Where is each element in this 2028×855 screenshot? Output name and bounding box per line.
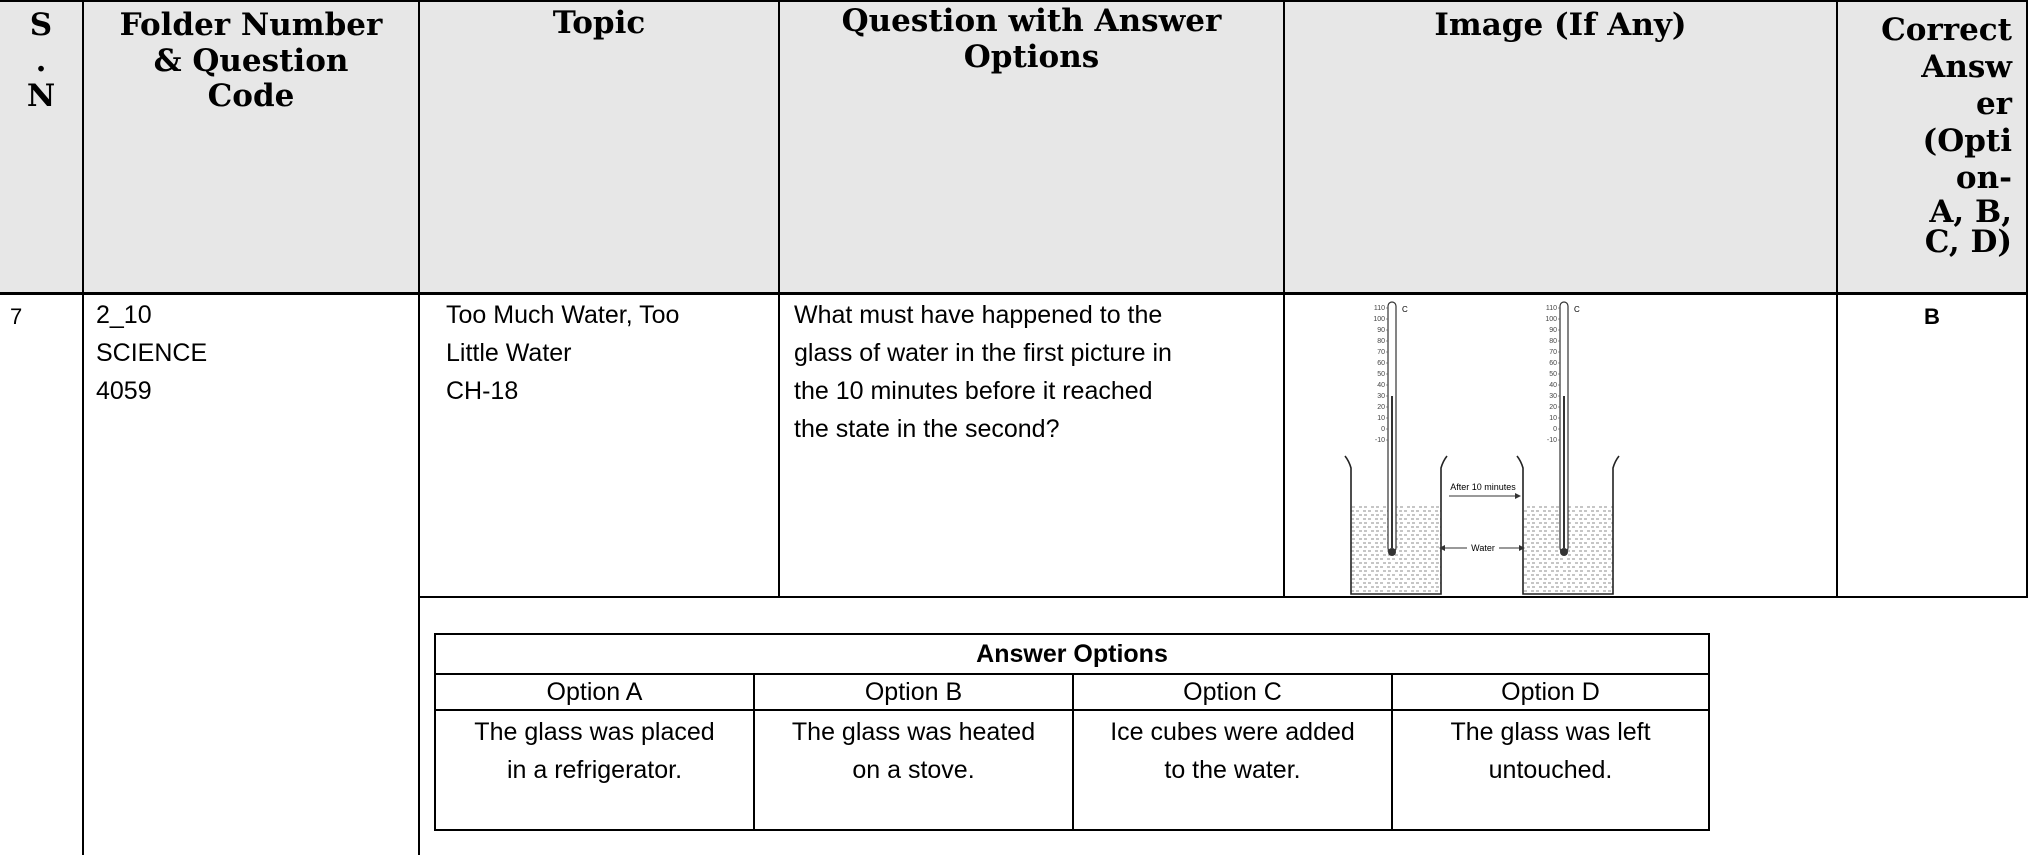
header-question-line: Question with Answer xyxy=(841,3,1222,39)
question-code: 4059 xyxy=(96,377,152,405)
scale-tick-label: 10 xyxy=(1549,415,1557,422)
header-image-text: Image (If Any) xyxy=(1434,7,1687,43)
option-d-text xyxy=(1393,711,1708,789)
header-correct-answer xyxy=(1838,12,2026,260)
scale-tick-label: 110 xyxy=(1373,305,1385,312)
option-c-text-line: Ice cubes were added xyxy=(1110,718,1355,746)
chapter-code: CH-18 xyxy=(446,377,519,405)
left-temperature-scale xyxy=(1373,305,1388,444)
question-line: What must have happened to the xyxy=(794,301,1163,329)
header-correct-line: A, B, xyxy=(1929,194,2012,230)
scale-tick-label: 50 xyxy=(1377,371,1385,378)
question-line: the 10 minutes before it reached xyxy=(794,377,1153,405)
option-a-text xyxy=(436,711,753,789)
thermometer-beaker-diagram xyxy=(1335,296,1625,600)
column-divider-4 xyxy=(1283,0,1285,598)
scale-tick-label: 70 xyxy=(1549,349,1557,356)
header-topic xyxy=(420,6,778,42)
scale-tick-label: 100 xyxy=(1545,316,1557,323)
scale-tick-label: 0 xyxy=(1381,426,1385,433)
arrow-label: After 10 minutes xyxy=(1450,482,1516,492)
option-d-label: Option D xyxy=(1393,675,1708,711)
header-image xyxy=(1285,8,1836,44)
option-d-text-line: untouched. xyxy=(1488,756,1613,784)
option-a-text-line: in a refrigerator. xyxy=(506,756,683,784)
header-correct-line: on- xyxy=(1955,160,2012,196)
header-folder-line: & Question xyxy=(153,42,349,79)
header-sn-line: S xyxy=(29,7,53,43)
right-unit-label: C xyxy=(1574,305,1580,314)
header-correct-line: Answ xyxy=(1921,49,2012,85)
scale-tick-label: 70 xyxy=(1377,349,1385,356)
row-question xyxy=(794,296,1172,448)
scale-tick-label: 90 xyxy=(1377,327,1385,334)
scale-tick-label: 60 xyxy=(1377,360,1385,367)
folder-number: 2_10 xyxy=(96,301,152,329)
water-label: Water xyxy=(1471,543,1495,553)
topic-line: Too Much Water, Too xyxy=(446,301,680,329)
option-b-column xyxy=(755,675,1074,829)
header-folder-line: Code xyxy=(207,78,295,115)
header-folder-line: Folder Number xyxy=(119,7,383,43)
row-serial-number: 7 xyxy=(10,304,23,329)
scale-tick-label: 50 xyxy=(1549,371,1557,378)
scale-tick-label: 30 xyxy=(1549,393,1557,400)
option-b-text xyxy=(755,711,1072,789)
option-a-label: Option A xyxy=(436,675,753,711)
header-question xyxy=(780,4,1283,75)
header-sn-line: . xyxy=(35,42,47,79)
option-b-text-line: The glass was heated xyxy=(791,718,1036,746)
scale-tick-label: 20 xyxy=(1377,404,1385,411)
question-line: glass of water in the first picture in xyxy=(794,339,1172,367)
scale-tick-label: 30 xyxy=(1377,393,1385,400)
left-unit-label: C xyxy=(1402,305,1408,314)
scale-tick-label: 40 xyxy=(1377,382,1385,389)
scale-tick-label: 100 xyxy=(1373,316,1385,323)
scale-tick-label: 80 xyxy=(1377,338,1385,345)
option-c-column xyxy=(1074,675,1393,829)
header-question-line: Options xyxy=(963,38,1100,75)
scale-tick-label: 60 xyxy=(1549,360,1557,367)
column-divider-2 xyxy=(418,0,420,855)
header-sn-line: N xyxy=(26,78,56,115)
option-a-column xyxy=(436,675,755,829)
subject: SCIENCE xyxy=(96,339,208,367)
option-c-label: Option C xyxy=(1074,675,1391,711)
question-line: the state in the second? xyxy=(794,415,1060,443)
column-divider-1 xyxy=(82,0,84,855)
header-correct-line: C, D) xyxy=(1924,224,2012,260)
header-folder-number xyxy=(84,8,418,115)
option-b-label: Option B xyxy=(755,675,1072,711)
row-folder-code xyxy=(96,296,207,410)
scale-tick-label: 20 xyxy=(1549,404,1557,411)
header-sn xyxy=(0,8,82,115)
scale-tick-label: 80 xyxy=(1549,338,1557,345)
water-callout xyxy=(1439,543,1525,553)
option-c-text xyxy=(1074,711,1391,789)
scale-tick-label: -10 xyxy=(1374,437,1385,444)
header-correct-line: Correct xyxy=(1881,12,2012,48)
scale-tick-label: 110 xyxy=(1545,305,1557,312)
time-arrow xyxy=(1449,482,1521,499)
scale-tick-label: -10 xyxy=(1546,437,1557,444)
topic-line: Little Water xyxy=(446,339,572,367)
option-a-text-line: The glass was placed xyxy=(474,718,715,746)
header-correct-line: er xyxy=(1975,86,2012,122)
option-c-text-line: to the water. xyxy=(1164,756,1301,784)
row-correct-answer: B xyxy=(1924,304,1940,329)
scale-tick-label: 90 xyxy=(1549,327,1557,334)
table-top-border xyxy=(0,0,2028,2)
right-temperature-scale xyxy=(1545,305,1560,444)
scale-tick-label: 0 xyxy=(1553,426,1557,433)
option-b-text-line: on a stove. xyxy=(852,756,975,784)
answer-options-table xyxy=(434,633,1710,831)
option-d-column xyxy=(1393,675,1708,829)
option-d-text-line: The glass was left xyxy=(1450,718,1651,746)
scale-tick-label: 10 xyxy=(1377,415,1385,422)
column-divider-3 xyxy=(778,0,780,598)
answer-options-title: Answer Options xyxy=(436,635,1708,675)
header-correct-line: (Opti xyxy=(1922,123,2012,159)
row-divider xyxy=(418,596,2028,598)
row-topic xyxy=(446,296,679,410)
scale-tick-label: 40 xyxy=(1549,382,1557,389)
header-topic-text: Topic xyxy=(552,5,646,41)
header-bottom-border xyxy=(0,292,2028,295)
